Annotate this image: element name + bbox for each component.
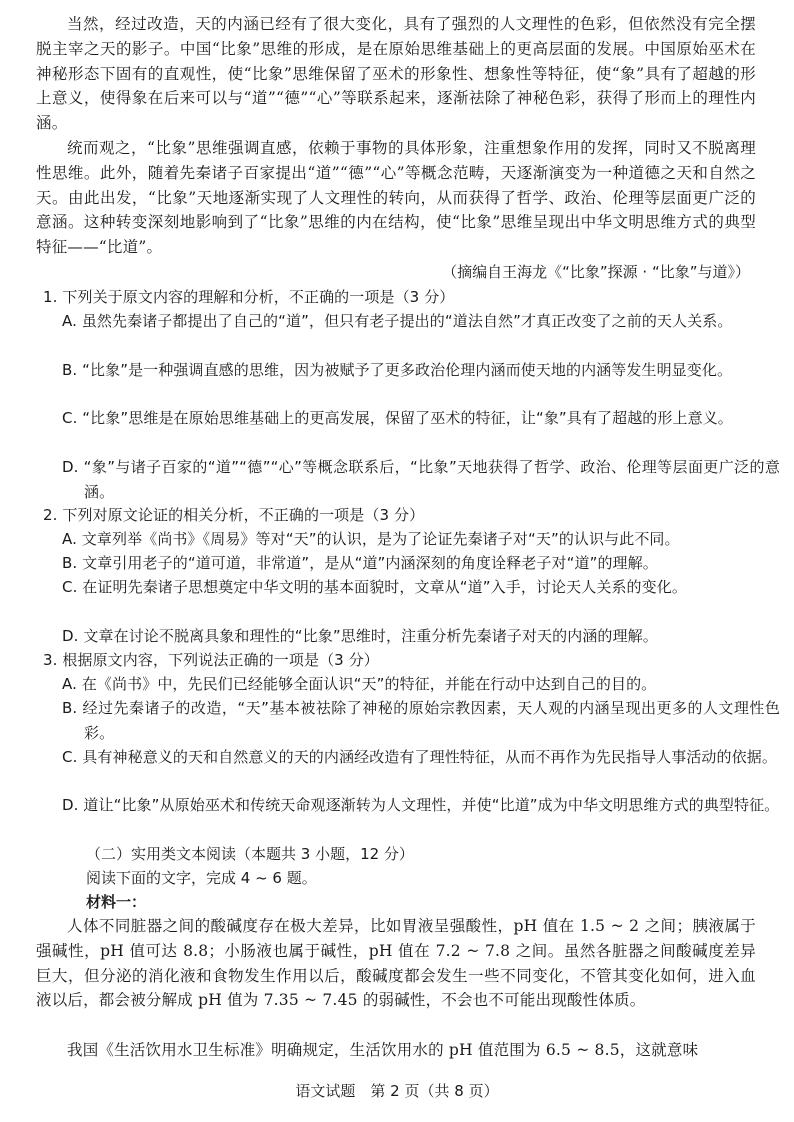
question-3-stem: 3. 根据原文内容，下列说法正确的一项是（3 分） bbox=[43, 651, 379, 669]
material-1-paragraph-2: 我国《生活饮用水卫生标准》明确规定，生活饮用水的 pH 值范围为 6.5 ~ 8.5，这就意味 bbox=[67, 1041, 699, 1059]
page-footer: 语文试题 第 2 页（共 8 页） bbox=[295, 1082, 499, 1100]
question-2-stem: 2. 下列对原文论证的相关分析，不正确的一项是（3 分） bbox=[43, 506, 425, 524]
question-3-option-a: A. 在《尚书》中，先民们已经能够全面认识“天”的特征，并能在行动中达到自己的目的。 bbox=[62, 675, 657, 693]
material-1-label: 材料一： bbox=[86, 893, 147, 911]
question-2-option-c: C. 在证明先秦诸子思想奠定中华文明的基本面貌时，文章从“道”入手，讨论天人关系的变化。 bbox=[62, 578, 687, 596]
passage-source: （摘编自王海龙《“比象”探源 · “比象”与道》） bbox=[442, 263, 750, 281]
question-2-option-a: A. 文章列举《尚书》《周易》等对“天”的认识，是为了论证先秦诸子对“天”的认识与此不同。 bbox=[62, 530, 680, 548]
section-2-heading: （二）实用类文本阅读（本题共 3 小题，12 分） bbox=[86, 845, 414, 863]
passage-paragraph-1: 当然，经过改造，天的内涵已经有了很大变化，具有了强烈的人文理性的色彩，但依然没有完全摆脱主宰之天的影子。中国“比象”思维的形成，是在原始思维基础上的更高层面的发展。中国原始巫术在神秘形态下固有的直观性，使“比象”思维保留了巫术的形象性、想象性等特征，使“象”具有了超越的形上意义，使得象在后来可以与“道”“德”“心”等联系起来，逐渐祛除了神秘色彩，获得了形而上的理性内涵。 bbox=[36, 15, 756, 133]
question-1-option-a: A. 虽然先秦诸子都提出了自己的“道”，但只有老子提出的“道法自然”才真正改变了之前的天人关系。 bbox=[62, 312, 733, 330]
question-2-option-b: B. 文章引用老子的“道可道，非常道”，是从“道”内涵深刻的角度诠释老子对“道”的理解。 bbox=[62, 554, 658, 572]
question-1-option-b: B. “比象”是一种强调直感的思维，因为被赋予了更多政治伦理内涵而使天地的内涵等发生明显变化。 bbox=[62, 361, 733, 379]
question-3-option-d: D. 道让“比象”从原始巫术和传统天命观逐渐转为人文理性，并使“比道”成为中华文明思维方式的典型特征。 bbox=[62, 796, 780, 814]
question-1-option-c: C. “比象”思维是在原始思维基础上的更高发展，保留了巫术的特征，让“象”具有了超越的形上意义。 bbox=[62, 409, 733, 427]
question-1-option-d: D. “象”与诸子百家的“道”“德”“心”等概念联系后，“比象”天地获得了哲学、政治、伦理等层面更广泛的意涵。 bbox=[62, 458, 780, 501]
question-3-option-b: B. 经过先秦诸子的改造，“天”基本被祛除了神秘的原始宗教因素，天人观的内涵呈现出更多的人文理性色彩。 bbox=[62, 699, 780, 742]
question-2-option-d: D. 文章在讨论不脱离具象和理性的“比象”思维时，注重分析先秦诸子对天的内涵的理解。 bbox=[62, 627, 658, 645]
passage-paragraph-2: 统而观之，“比象”思维强调直感，依赖于事物的具体形象，注重想象作用的发挥，同时又不脱离理性思维。此外，随着先秦诸子百家提出“道”“德”“心”等概念范畴，天逐渐演变为一种道德之天和自然之天。由此出发，“比象”天地逐渐实现了人文理性的转向，从而获得了哲学、政治、伦理等层面更广泛的意涵。这种转变深刻地影响到了“比象”思维的内在结构，使“比象”思维呈现出中华文明思维方式的典型特征——“比道”。 bbox=[36, 139, 756, 257]
section-2-instruction: 阅读下面的文字，完成 4 ~ 6 题。 bbox=[86, 869, 317, 887]
question-1-stem: 1. 下列关于原文内容的理解和分析，不正确的一项是（3 分） bbox=[43, 288, 455, 306]
material-1-paragraph-1: 人体不同脏器之间的酸碱度存在极大差异，比如胃液呈强酸性，pH 值在 1.5 ~ 2 之间；胰液属于强碱性，pH 值可达 8.8；小肠液也属于碱性，pH 值在 7.2 ~ 7.8 之间。虽然各脏器之间酸碱度差异巨大，但分泌的消化液和食物发生作用以后，酸碱度都会发生一些不同变化，不管其变化如何，进入血液以后，都会被分解成 pH 值为 7.35 ~ 7.45 的弱碱性，不会也不可能出现酸性体质。 bbox=[36, 917, 756, 1010]
question-3-option-c: C. 具有神秘意义的天和自然意义的天的内涵经改造有了理性特征，从而不再作为先民指导人事活动的依据。 bbox=[62, 748, 777, 766]
